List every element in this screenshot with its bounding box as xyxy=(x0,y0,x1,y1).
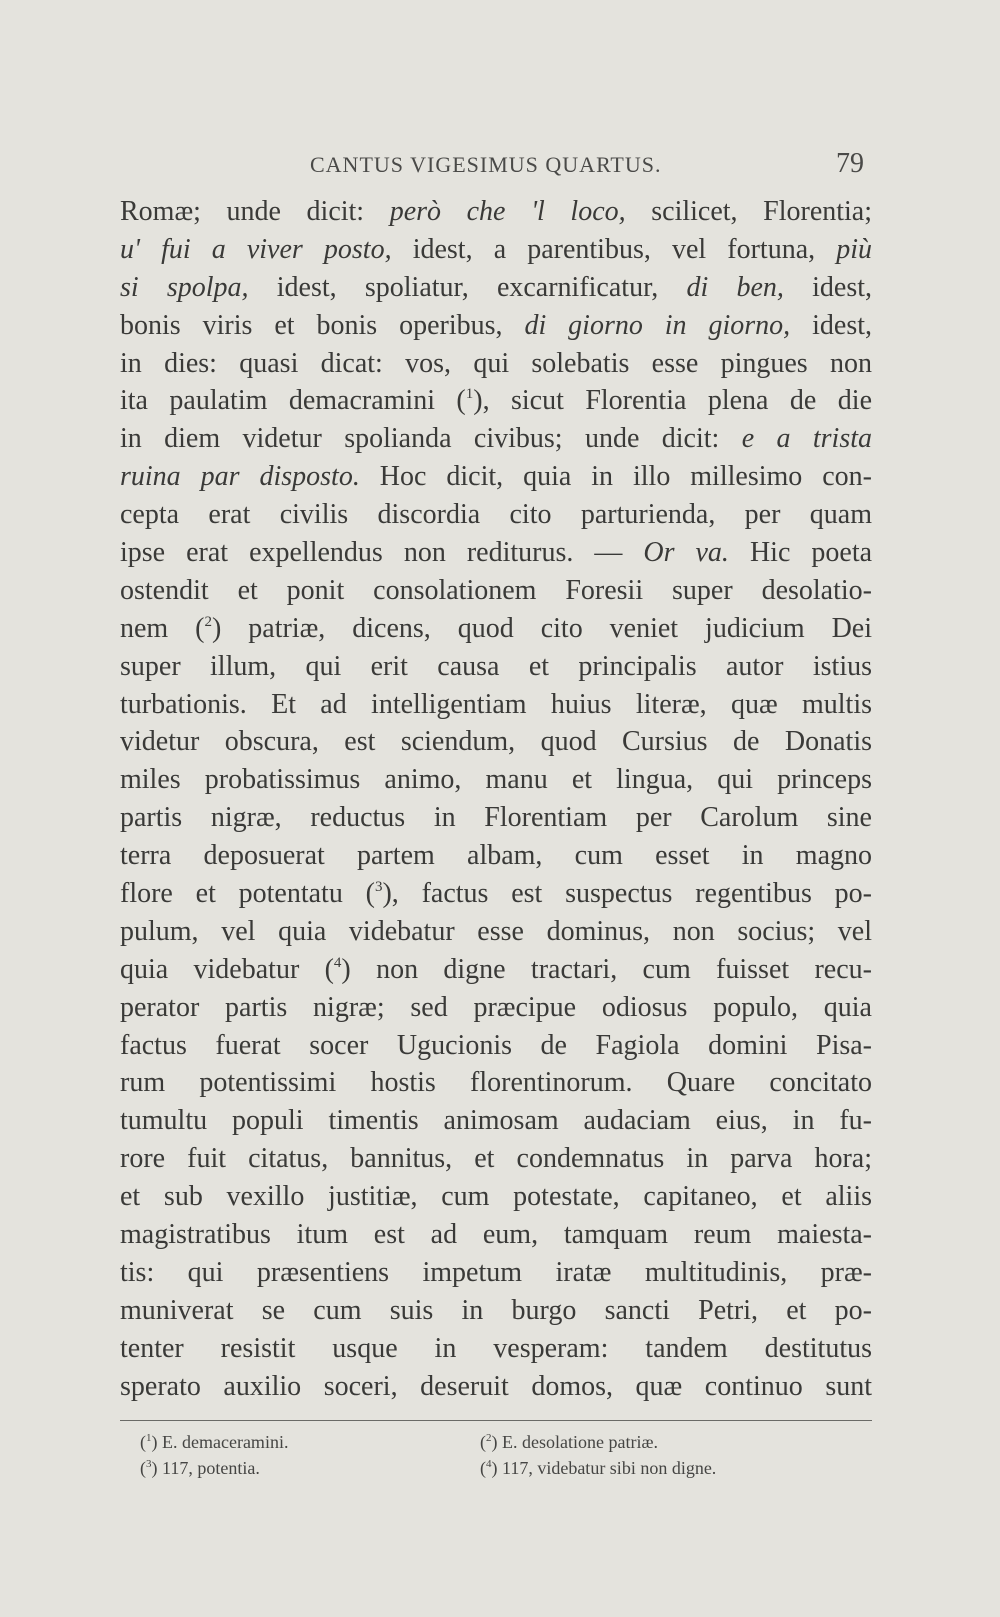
text-line xyxy=(120,951,872,989)
text-run: in diem videtur spolianda civibus; unde dicit: xyxy=(120,423,720,455)
text-line: et sub vexillo justitiæ, cum potestate, capitaneo, et aliis xyxy=(120,1181,872,1213)
text-run: ) non digne tractari, cum fuisset recu- xyxy=(341,953,872,985)
page-number: 79 xyxy=(836,148,864,179)
text-line: tis: qui præsentiens impetum iratæ multitudinis, præ- xyxy=(120,1256,872,1288)
body-text xyxy=(120,193,872,1406)
text-line: in dies: quasi dicat: vos, qui solebatis esse pingues non xyxy=(120,347,872,379)
text-line xyxy=(120,458,872,496)
text-run: ), sicut Florentia plena de die xyxy=(473,385,872,417)
text-line: rore fuit citatus, bannitus, et condemnatus in parva hora; xyxy=(120,1143,872,1175)
text-line: pulum, vel quia videbatur esse dominus, non socius; vel xyxy=(120,915,872,947)
text-line: super illum, qui erit causa et principalis autor istius xyxy=(120,650,872,682)
text-line: tenter resistit usque in vesperam: tandem destitutus xyxy=(120,1332,872,1364)
footnote-text: 117, videbatur sibi non digne. xyxy=(502,1458,717,1478)
text-run: ), factus est suspectus regentibus po- xyxy=(382,878,872,910)
text-line xyxy=(120,382,872,420)
text-run: Hic poeta xyxy=(749,537,873,569)
text-line xyxy=(120,231,872,269)
footnote-3: ($^3$) 117, potentia. xyxy=(140,1458,260,1478)
footnote-1: ($^1$) E. demaceramini. xyxy=(140,1432,289,1452)
text-run: Romæ; unde dicit: xyxy=(120,196,365,227)
italic-run: si spolpa, xyxy=(120,271,249,303)
text-line: tumultu populi timentis animosam audaciam eius, in fu- xyxy=(120,1105,872,1137)
text-run: idest, xyxy=(812,309,872,341)
running-head-title: CANTUS VIGESIMUS QUARTUS. xyxy=(310,152,662,177)
italic-run: u' fui a viver posto, xyxy=(120,233,392,265)
text-line: partis nigræ, reductus in Florentiam per Carolum sine xyxy=(120,802,872,834)
text-line: magistratibus itum est ad eum, tamquam reum maiesta- xyxy=(120,1219,872,1251)
text-line: rum potentissimi hostis florentinorum. Quare concitato xyxy=(120,1067,872,1099)
footnote-2: ($^2$) E. desolatione patriæ. xyxy=(480,1432,658,1452)
footnote-mark: 4 xyxy=(486,1458,492,1470)
text-line xyxy=(120,269,872,307)
text-run: idest, spoliatur, excarnificatur, xyxy=(276,271,659,303)
text-line xyxy=(120,193,872,231)
text-line: terra deposuerat partem albam, cum esset in magno xyxy=(120,840,872,872)
footnote-ref[interactable]: 3 xyxy=(374,879,383,896)
italic-run: Or va. xyxy=(643,537,729,569)
footnote-ref[interactable]: 2 xyxy=(204,613,212,630)
text-run: nem ( xyxy=(120,612,205,644)
footnote-divider xyxy=(120,1420,872,1421)
text-line: factus fuerat socer Ugucionis de Fagiola domini Pisa- xyxy=(120,1029,872,1061)
text-run: idest, a parentibus, vel fortuna, xyxy=(412,233,816,265)
footnote-text: E. desolatione patriæ. xyxy=(502,1432,658,1452)
text-line: videtur obscura, est sciendum, quod Cursius de Donatis xyxy=(120,726,872,758)
text-run: idest, xyxy=(812,271,873,303)
text-line xyxy=(120,534,872,572)
text-line: perator partis nigræ; sed præcipue odiosus populo, quia xyxy=(120,991,872,1023)
footnote-ref[interactable]: 1 xyxy=(465,386,474,403)
text-line: ostendit et ponit consolationem Foresii super desolatio- xyxy=(120,574,872,606)
footnote-mark: 2 xyxy=(486,1432,492,1444)
text-line: turbationis. Et ad intelligentiam huius literæ, quæ multis xyxy=(120,688,872,720)
italic-run: di ben, xyxy=(686,271,784,303)
text-line xyxy=(120,307,872,345)
text-run: Hoc dicit, quia in illo millesimo con- xyxy=(379,461,872,493)
text-run: ) patriæ, dicens, quod cito veniet judicium Dei xyxy=(212,612,872,644)
text-line xyxy=(120,420,872,458)
footnote-text: 117, potentia. xyxy=(162,1458,260,1478)
text-line: muniverat se cum suis in burgo sancti Petri, et po- xyxy=(120,1294,872,1326)
italic-run: di giorno in giorno, xyxy=(524,309,791,341)
footnote-ref[interactable]: 4 xyxy=(333,954,342,971)
text-run: flore et potentatu ( xyxy=(120,878,375,910)
italic-run: e a trista xyxy=(741,423,873,455)
footnote-mark: 1 xyxy=(146,1432,152,1444)
text-line xyxy=(120,610,872,648)
text-run: ipse erat expellendus non rediturus. — xyxy=(120,537,623,569)
text-line: sperato auxilio soceri, deseruit domos, quæ continuo sunt xyxy=(120,1370,872,1402)
italic-run: però che 'l loco, xyxy=(389,196,626,227)
text-line xyxy=(120,875,872,913)
footnote-mark: 3 xyxy=(146,1458,152,1470)
text-run: bonis viris et bonis operibus, xyxy=(120,309,503,341)
text-run: quia videbatur ( xyxy=(120,953,334,985)
running-head xyxy=(120,148,872,188)
italic-run: ruina par disposto. xyxy=(120,461,360,493)
text-line: cepta erat civilis discordia cito parturienda, per quam xyxy=(120,499,872,531)
text-run: scilicet, Florentia; xyxy=(651,196,873,227)
text-run: ita paulatim demacramini ( xyxy=(120,385,466,417)
footnote-4: ($^4$) 117, videbatur sibi non digne. xyxy=(480,1458,717,1478)
footnote-text: E. demaceramini. xyxy=(162,1432,289,1452)
italic-run: più xyxy=(836,233,873,265)
text-line: miles probatissimus animo, manu et lingua, qui princeps xyxy=(120,764,872,796)
